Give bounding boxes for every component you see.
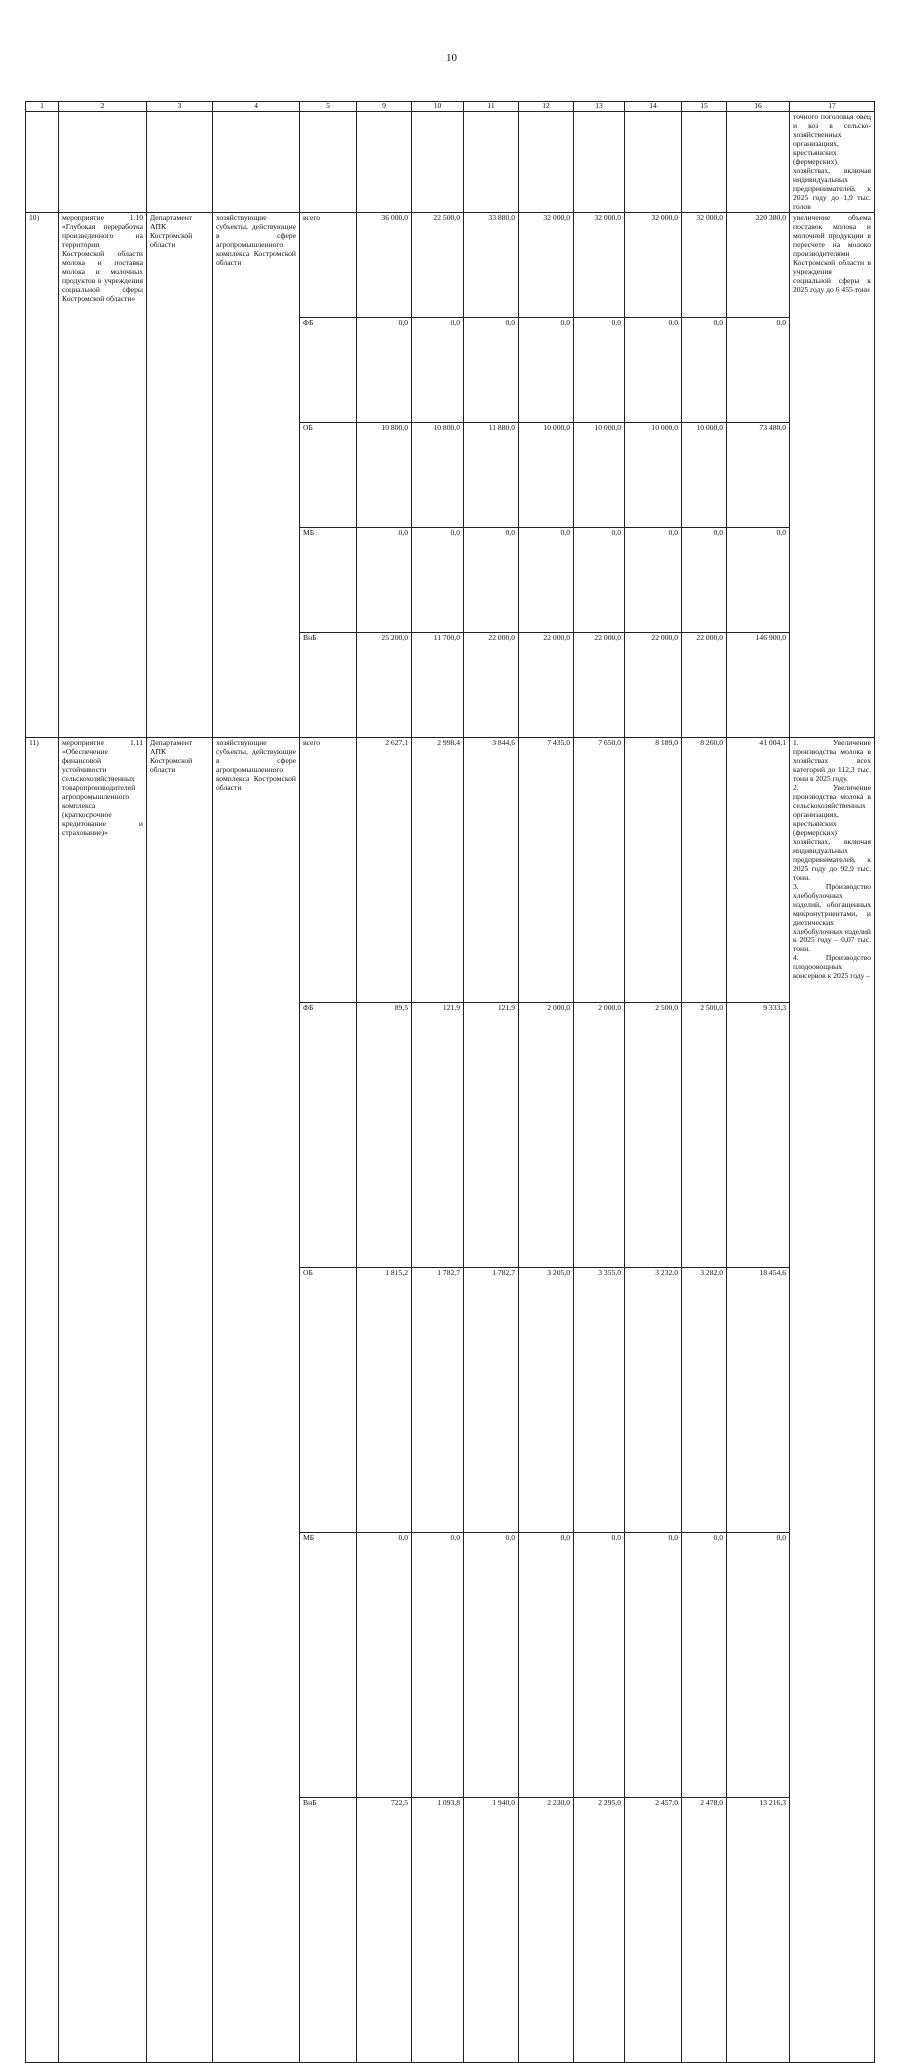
value-cell: 0,0 [519, 1533, 573, 1798]
value-cell: 73 480,0 [727, 423, 789, 528]
value-cell: 10 000,0 [519, 423, 573, 528]
measure-name: мероприятие 1.11 «Обеспечение финансовой устойчивости сельскохозяйственных товаропроизводителей агропромышленного комплекса (краткосрочное кредитование и страхование)» [59, 738, 147, 2063]
continuation-row [26, 112, 875, 213]
funding-source-label: всего [300, 738, 356, 1003]
value-column [625, 213, 682, 738]
value-cell: 2 627,1 [357, 738, 411, 1003]
value-column [574, 738, 625, 2063]
value-cell: 220 380,0 [727, 213, 789, 318]
value-cell: 89,5 [357, 1003, 411, 1268]
result-item: 1. Увеличение производства молока в хозяйствах всех категорий до 112,3 тыс. тонн в 2025 году. [793, 738, 871, 784]
value-cell: 32 000,0 [625, 213, 681, 318]
value-cell: 10 800,0 [412, 423, 463, 528]
value-column [727, 213, 790, 738]
col-header: 14 [625, 102, 682, 112]
value-cell: 0,0 [727, 318, 789, 423]
value-cell: 1 940,0 [492, 1798, 515, 1808]
col-header: 9 [357, 102, 412, 112]
value-cell: 0,0 [682, 528, 726, 633]
value-cell: 3 844,6 [464, 738, 518, 1003]
funding-source-label: всего [300, 213, 356, 318]
col-header: 2 [59, 102, 147, 112]
value-cell: 121,9 [464, 1003, 518, 1268]
value-cell: 8 260,0 [682, 738, 726, 1003]
executor: Департамент АПК Костромской области [147, 738, 213, 2063]
value-cell: 0,0 [464, 1533, 518, 1798]
value-cell: 2 000,0 [574, 1003, 624, 1268]
value-cell: 41 004,1 [727, 738, 789, 1003]
value-cell: 0,0 [412, 1533, 463, 1798]
value-cell: 33 880,0 [464, 213, 518, 318]
participants: хозяйствующие субъекты, действующие в сфере агропромышленного комплекса Костромской области [213, 213, 300, 738]
value-cell: 0,0 [625, 318, 681, 423]
funding-source-label: ОБ [300, 423, 356, 528]
col-header: 12 [519, 102, 574, 112]
value-cell: 10 800,0 [357, 423, 411, 528]
col-header: 11 [464, 102, 519, 112]
value-cell: 0,0 [727, 1533, 789, 1798]
value-cell: 0,0 [519, 528, 573, 633]
value-cell: 10 000,0 [625, 423, 681, 528]
value-cell: 2 500,0 [625, 1003, 681, 1268]
value-cell: 0,0 [682, 1533, 726, 1798]
col-header: 3 [147, 102, 213, 112]
value-cell: 9 333,3 [727, 1003, 789, 1268]
value-cell: 22 000,0 [488, 633, 515, 643]
value-cell: 11 700,0 [433, 633, 460, 643]
value-cell: 10 000,0 [682, 423, 726, 528]
value-cell: 32 000,0 [519, 213, 573, 318]
col-header: 13 [574, 102, 625, 112]
value-cell: 2 478,0 [700, 1798, 723, 1808]
value-cell: 25 200,0 [381, 633, 408, 643]
value-cell: 22 500,0 [412, 213, 463, 318]
value-cell: 1 093,8 [437, 1798, 460, 1808]
value-cell: 22 000,0 [696, 633, 723, 643]
value-column [682, 738, 727, 2063]
value-cell: 121,9 [412, 1003, 463, 1268]
row-number: 11) [26, 738, 59, 2063]
value-cell: 22 000,0 [543, 633, 570, 643]
value-column [682, 213, 727, 738]
value-cell: 2 457,0 [655, 1798, 678, 1808]
value-column [519, 738, 574, 2063]
col-header: 10 [412, 102, 464, 112]
value-cell: 0,0 [519, 318, 573, 423]
column-number-row [26, 102, 875, 112]
value-cell: 0,0 [574, 528, 624, 633]
value-cell: 32 000,0 [682, 213, 726, 318]
value-column [519, 213, 574, 738]
executor: Департамент АПК Костромской области [147, 213, 213, 738]
value-cell: 2 998,4 [412, 738, 463, 1003]
value-cell: 7 435,0 [519, 738, 573, 1003]
value-cell: 13 216,3 [759, 1798, 786, 1808]
table-row [26, 738, 875, 2063]
value-cell: 0,0 [412, 318, 463, 423]
value-column [412, 213, 464, 738]
value-cell: 0,0 [357, 1533, 411, 1798]
value-column [464, 213, 519, 738]
value-cell: 2 000,0 [519, 1003, 573, 1268]
funding-source-label: ВнБ [303, 1798, 317, 1808]
col-header: 5 [300, 102, 357, 112]
funding-sources [300, 213, 357, 738]
measure-name: мероприятие 1.10 «Глубокая переработка произведенного на территории Костромской области молока и поставка молока и молочных продуктов в учреждения социальной сферы Костромской области» [59, 213, 147, 738]
value-cell: 0,0 [682, 318, 726, 423]
value-column [357, 213, 412, 738]
result-cell: точного поголовья овец и коз в сельско-хозяйственных организациях, крестьянских (фермерских) хозяйствах, включая индивидуальных предпринимателей, к 2025 году до 1,9 тыс. голов [790, 112, 875, 213]
value-cell: 7 650,0 [574, 738, 624, 1003]
value-column [625, 738, 682, 2063]
value-cell: 0,0 [357, 318, 411, 423]
funding-sources [300, 738, 357, 2063]
funding-source-label: ОБ [300, 1268, 356, 1533]
funding-source-label: ФБ [300, 1003, 356, 1268]
participants: хозяйствующие субъекты, действующие в сфере агропромышленного комплекса Костромской области [213, 738, 300, 2063]
value-cell: 3 282,0 [682, 1268, 726, 1533]
value-cell: 0,0 [464, 318, 518, 423]
value-cell: 0,0 [574, 318, 624, 423]
value-cell: 2 295,0 [598, 1798, 621, 1808]
result-item: 2. Увеличение производства молока в сельскохозяйственных организациях, крестьянских (фермерских) хозяйствах, включая индивидуальных предпринимателей, к 2025 году до 92,9 тыс. тонн. [793, 783, 871, 882]
result-cell [790, 738, 875, 2063]
value-cell: 18 454,6 [727, 1268, 789, 1533]
col-header: 4 [213, 102, 300, 112]
value-column [574, 213, 625, 738]
col-header: 15 [682, 102, 727, 112]
funding-source-label: МБ [300, 1533, 356, 1798]
funding-source-label: ФБ [300, 318, 356, 423]
value-cell: 3 355,0 [574, 1268, 624, 1533]
value-cell: 0,0 [412, 528, 463, 633]
value-cell: 3 205,0 [519, 1268, 573, 1533]
funding-source-label: ВнБ [303, 633, 317, 643]
value-cell: 1 815,2 [357, 1268, 411, 1533]
col-header: 1 [26, 102, 59, 112]
value-column [464, 738, 519, 2063]
col-header: 17 [790, 102, 875, 112]
value-cell: 3 232,0 [625, 1268, 681, 1533]
result-item: 4. Производство плодоовощных консервов к 2025 году – [793, 953, 871, 981]
value-cell: 2 500,0 [682, 1003, 726, 1268]
value-cell: 36 000,0 [357, 213, 411, 318]
value-cell: 0,0 [625, 528, 681, 633]
value-cell: 22 000,0 [651, 633, 678, 643]
table-row [26, 213, 875, 738]
row-number: 10) [26, 213, 59, 738]
value-cell: 146 900,0 [755, 633, 786, 643]
value-cell: 11 880,0 [464, 423, 518, 528]
value-cell: 22 000,0 [594, 633, 621, 643]
value-cell: 2 230,0 [547, 1798, 570, 1808]
value-cell: 0,0 [727, 528, 789, 633]
value-cell: 0,0 [357, 528, 411, 633]
value-column [727, 738, 790, 2063]
value-cell: 0,0 [574, 1533, 624, 1798]
col-header: 16 [727, 102, 790, 112]
value-cell: 0,0 [625, 1533, 681, 1798]
program-table [25, 101, 875, 2063]
value-cell: 1 782,7 [464, 1268, 518, 1533]
value-cell: 722,5 [390, 1798, 408, 1808]
value-cell: 1 782,7 [412, 1268, 463, 1533]
value-cell: 10 000,0 [574, 423, 624, 528]
funding-source-label: МБ [300, 528, 356, 633]
result-item: 3. Производство хлебобулочных изделий, обогащенных микронутриентами, и диетических хлебобулочных изделий к 2025 году – 0,07 тыс. тонн. [793, 881, 871, 954]
result-cell: увеличение объема поставок молока и молочной продукции в пересчете на молоко производителями Костромской области в учреждения социальной сферы к 2025 году до 6 455 тонн [790, 213, 875, 738]
value-cell: 0,0 [464, 528, 518, 633]
page-number: 10 [446, 52, 457, 64]
value-cell: 8 189,0 [625, 738, 681, 1003]
value-column [357, 738, 412, 2063]
value-column [412, 738, 464, 2063]
value-cell: 32 000,0 [574, 213, 624, 318]
